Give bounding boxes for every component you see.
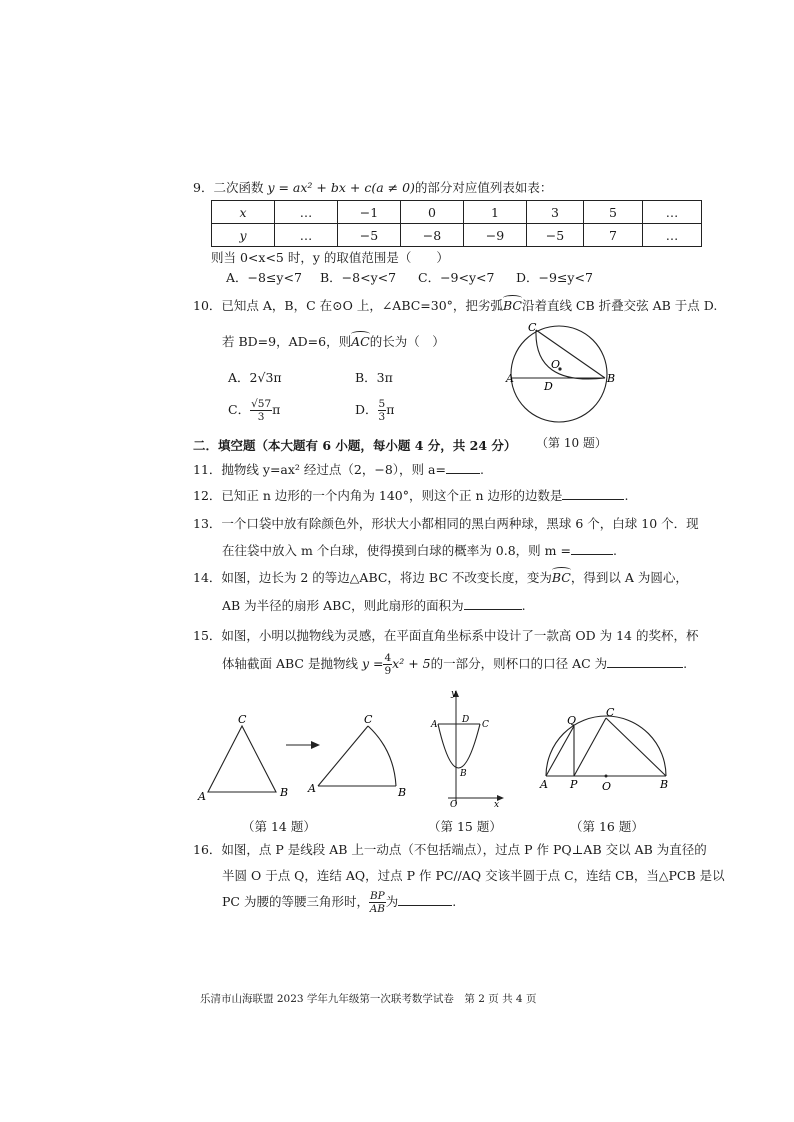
q14-number: 14． <box>193 570 222 585</box>
fraction-numerator: √57 <box>251 398 272 410</box>
label-y: y <box>451 689 457 699</box>
q16-caption: （第 16 题） <box>570 819 644 834</box>
q15-number: 15． <box>193 628 222 643</box>
radius-ac <box>318 726 368 786</box>
q9-number: 9． <box>193 180 214 195</box>
q14-figure <box>192 712 412 802</box>
table-cell: … <box>643 201 702 224</box>
fraction-numerator: BP <box>369 890 385 902</box>
q9-function: y = ax² + bx + c(a ≠ 0) <box>267 180 415 195</box>
q13-answer-blank[interactable] <box>571 542 613 555</box>
q10-option-d-suffix: π <box>386 402 395 417</box>
label-c: C <box>528 321 537 334</box>
q11-end: . <box>479 462 484 477</box>
q16-figure <box>534 704 674 796</box>
q13-number: 13． <box>193 516 222 531</box>
label-c: C <box>482 720 489 730</box>
center-point <box>605 775 608 778</box>
q15-line2-b: 的一部分，则杯口的口径 AC 为 <box>430 656 608 671</box>
footer-exam-title: 乐清市山海联盟 2023 学年九年级第一次联考数学试卷 <box>200 993 454 1005</box>
label-p: P <box>570 778 578 791</box>
arrow-head-icon <box>311 741 320 749</box>
parabola-cup <box>438 724 480 768</box>
q15-end: . <box>683 656 688 671</box>
q16-line1 <box>193 840 707 858</box>
q12-number: 12． <box>193 488 222 503</box>
label-b: B <box>660 778 669 791</box>
footer <box>200 991 536 1006</box>
q10-caption: （第 10 题） <box>536 436 607 450</box>
label-a: A <box>506 372 514 385</box>
q10-option-d-fraction <box>378 398 387 423</box>
q9-stem <box>193 178 552 196</box>
label-b: B <box>280 786 289 799</box>
label-c: C <box>606 706 615 719</box>
table-cell: −5 <box>338 224 401 247</box>
q10-arc-ac: AC <box>351 334 370 349</box>
table-cell: 7 <box>584 224 643 247</box>
q9-option-b: B．−8<y<7 <box>320 270 397 285</box>
label-o: O <box>450 800 458 810</box>
q13-line1-text: 一个口袋中放有除颜色外，形状大小都相同的黑白两种球，黑球 6 个，白球 10 个．现 <box>221 516 699 531</box>
q12-answer-blank[interactable] <box>562 487 624 500</box>
label-b: B <box>460 769 467 779</box>
q10-line2-b: 的长为（ ） <box>369 334 445 349</box>
q9-option-d: D．−9≤y<7 <box>516 270 593 285</box>
chord-cb <box>536 330 605 378</box>
q15-answer-blank[interactable] <box>607 655 683 668</box>
q11 <box>193 460 484 478</box>
q15-func-y: y = <box>361 656 384 671</box>
label-x: x <box>494 800 500 810</box>
fraction-numerator: 4 <box>384 652 392 664</box>
label-b: B <box>398 786 407 799</box>
q10-line1-a: 已知点 A，B，C 在⊙O 上，∠ABC=30°，把劣弧 <box>221 298 503 313</box>
table-cell: −1 <box>338 201 401 224</box>
q15-caption: （第 15 题） <box>428 819 502 834</box>
q16-number: 16． <box>193 842 222 857</box>
label-o: O <box>551 358 561 371</box>
q16-line3-a: PC 为腰的等腰三角形时， <box>222 894 369 909</box>
label-d: D <box>544 380 553 393</box>
q13-line2 <box>222 541 617 559</box>
table-cell: 1 <box>464 201 527 224</box>
q14-line2-text: AB 为半径的扇形 ABC，则此扇形的面积为 <box>222 598 464 613</box>
label-a: A <box>540 778 548 791</box>
q14-line1-a: 如图，边长为 2 的等边△ABC，将边 BC 不改变长度，变为 <box>221 570 552 585</box>
fraction-denominator: 9 <box>384 665 392 677</box>
label-c: C <box>364 713 373 726</box>
q14-line1 <box>193 568 688 586</box>
table-cell: 0 <box>401 201 464 224</box>
q16-end: . <box>452 894 457 909</box>
table-cell: −5 <box>527 224 584 247</box>
table-cell: y <box>212 224 275 247</box>
q16-line2: 半圆 O 于点 Q，连结 AQ，过点 P 作 PC//AQ 交该半圆于点 C，连结 CB，当△PCB 是以 <box>222 868 725 883</box>
fraction-denominator: 3 <box>257 411 265 423</box>
q10-line1-b: 沿着直线 CB 折叠交弦 AB 于点 D. <box>521 298 718 313</box>
table-cell: … <box>275 224 338 247</box>
q12 <box>193 486 628 504</box>
q9-option-c: C．−9<y<7 <box>418 270 495 285</box>
sector-arc-bc <box>368 726 396 786</box>
q10-option-c-suffix: π <box>272 402 281 417</box>
fraction-numerator: 5 <box>378 398 386 410</box>
q12-text: 已知正 n 边形的一个内角为 140°，则这个正 n 边形的边数是 <box>221 488 563 503</box>
q14-line1-b: ，得到以 A 为圆心， <box>570 570 688 585</box>
table-row-x <box>212 201 702 224</box>
table-row-y <box>212 224 702 247</box>
label-c: C <box>238 713 247 726</box>
q13-line1 <box>193 514 699 532</box>
label-o: O <box>602 780 612 793</box>
q10-line2 <box>222 332 445 350</box>
label-q: Q <box>567 714 577 727</box>
segment-pc <box>574 718 606 776</box>
q15-line1 <box>193 626 698 644</box>
fraction-denominator: 3 <box>378 411 386 423</box>
label-a: A <box>308 782 316 795</box>
table-cell: … <box>275 201 338 224</box>
segment-cb <box>606 718 666 776</box>
q10-line2-a: 若 BD=9，AD=6，则 <box>222 334 352 349</box>
q10-option-a: A．2√3π <box>228 370 282 385</box>
table-cell: 5 <box>584 201 643 224</box>
q9-option-a: A．−8≤y<7 <box>226 270 302 285</box>
table-cell: −9 <box>464 224 527 247</box>
q16-answer-blank[interactable] <box>398 893 452 906</box>
q11-answer-blank[interactable] <box>446 461 480 474</box>
table-cell: −8 <box>401 224 464 247</box>
q11-text: 抛物线 y=ax² 经过点（2，−8），则 a= <box>221 462 446 477</box>
q10-option-d-label: D． <box>355 402 378 417</box>
q10-number: 10． <box>193 298 222 313</box>
q15-line2-a: 体轴截面 ABC 是抛物线 <box>222 656 358 671</box>
q9-value-table <box>211 200 702 247</box>
q9-stem-post: 的部分对应值列表如表： <box>414 180 553 195</box>
label-d: D <box>462 715 470 725</box>
q10-circle-figure <box>500 318 630 433</box>
label-a: A <box>198 790 206 802</box>
table-cell: 3 <box>527 201 584 224</box>
q14-end: . <box>521 598 526 613</box>
q16-line1-text: 如图，点 P 是线段 AB 上一动点（不包括端点），过点 P 作 PQ⊥AB 交以 AB 为直径的 <box>221 842 707 857</box>
label-a: A <box>431 720 438 730</box>
q14-arc-bc: BC <box>551 570 571 585</box>
q9-question: 则当 0<x<5 时，y 的取值范围是（ ） <box>211 250 449 265</box>
q14-answer-blank[interactable] <box>464 597 522 610</box>
q15-figure <box>424 688 506 810</box>
fraction-denominator: AB <box>369 903 385 915</box>
q16-line3-b: 为 <box>385 894 399 909</box>
triangle-abc <box>208 726 276 792</box>
q15-func-rest: x² + 5 <box>392 656 431 671</box>
section2-title: 二．填空题（本大题有 6 小题，每小题 4 分，共 24 分） <box>193 438 517 453</box>
q9-stem-pre: 二次函数 <box>213 180 264 195</box>
semicircle-o <box>546 716 666 776</box>
q11-number: 11． <box>193 462 222 477</box>
segment-aq <box>546 726 574 776</box>
q14-line2 <box>222 596 526 614</box>
q13-line2-text: 在往袋中放入 m 个白球，使得摸到白球的概率为 0.8，则 m = <box>222 543 571 558</box>
q15-line2 <box>222 652 687 677</box>
q15-line1-text: 如图，小明以抛物线为灵感，在平面直角坐标系中设计了一款高 OD 为 14 的奖杯，杯 <box>221 628 699 643</box>
q10-option-c-fraction <box>250 398 272 423</box>
q10-option-c <box>228 398 280 423</box>
table-cell: x <box>212 201 275 224</box>
q16-line3 <box>222 890 456 915</box>
q10-option-b: B．3π <box>355 370 393 385</box>
table-cell: … <box>643 224 702 247</box>
q10-arc-bc: BC <box>502 298 522 313</box>
q13-end: . <box>612 543 617 558</box>
q12-end: . <box>624 488 629 503</box>
label-b: B <box>607 372 616 385</box>
footer-page-number: 第 2 页 共 4 页 <box>464 993 537 1005</box>
q10-line1 <box>193 296 717 314</box>
q14-caption: （第 14 题） <box>242 819 316 834</box>
q10-option-c-label: C． <box>228 402 251 417</box>
q15-coef-fraction <box>383 652 392 677</box>
q10-option-d <box>355 398 394 423</box>
q16-ratio-fraction <box>369 890 386 915</box>
